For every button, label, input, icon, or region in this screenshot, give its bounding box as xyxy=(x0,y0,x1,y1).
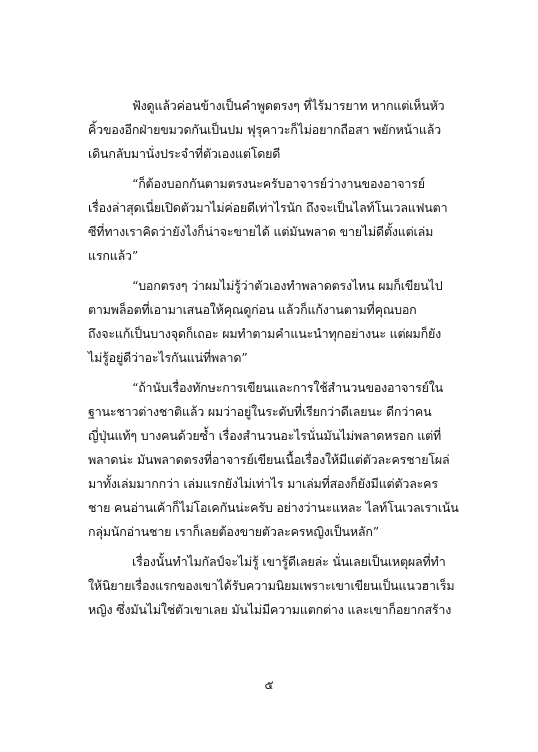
text-line: มาทั้งเล่มมากกว่า เล่มแรกยังไม่เท่าไร มาเล่มที่สองก็ยังมีแต่ตัวละคร xyxy=(88,476,438,491)
text-line: เรื่องล่าสุดเนี่ยเปิดตัวมาไม่ค่อยดีเท่าไรนัก ถึงจะเป็นไลท์โนเวลแฟนตา xyxy=(88,200,448,215)
text-line: ฐานะชาวต่างชาติแล้ว ผมว่าอยู่ในระดับที่เรียกว่าดีเลยนะ ดีกว่าคน xyxy=(88,404,432,419)
text-line: ญี่ปุ่นแท้ๆ บางคนด้วยซ้ำ เรื่องสำนวนอะไรนั่นมันไม่พลาดหรอก แต่ที่ xyxy=(88,428,442,443)
text-line: “บอกตรงๆ ว่าผมไม่รู้ว่าตัวเองทำพลาดตรงไหน ผมก็เขียนไป xyxy=(132,278,443,293)
text-line: ซีที่ทางเราคิดว่ายังไงก็น่าจะขายได้ แต่มันพลาด ขายไม่ดีตั้งแต่เล่ม xyxy=(88,224,434,239)
text-line: “ก็ต้องบอกกันตามตรงนะครับอาจารย์ว่างานของอาจารย์ xyxy=(132,176,425,191)
page-number: ๕ xyxy=(264,678,274,692)
body-text xyxy=(88,94,459,622)
text-line: ชาย คนอ่านเค้าก็ไม่โอเคกันน่ะครับ อย่างว่านะแหละ ไลท์โนเวลเราเน้น xyxy=(88,500,459,515)
text-line: ถึงจะแก้เป็นบางจุดก็เถอะ ผมทำตามคำแนะนำทุกอย่างนะ แต่ผมก็ยัง xyxy=(88,326,441,341)
text-line: ไม่รู้อยู่ดีว่าอะไรกันแน่ที่พลาด” xyxy=(88,350,248,365)
text-line: ตามพล็อตที่เอามาเสนอให้คุณดูก่อน แล้วก็แก้งานตามที่คุณบอก xyxy=(88,302,417,317)
text-line: กลุ่มนักอ่านชาย เราก็เลยต้องขายตัวละครหญิงเป็นหลัก” xyxy=(88,524,379,539)
text-line: เดินกลับมานั่งประจำที่ตัวเองแต่โดยดี xyxy=(88,146,281,161)
text-line: คิ้วของอีกฝ่ายขมวดกันเป็นปม ฟุรุคาวะก็ไม่อยากถือสา พยักหน้าแล้ว xyxy=(88,122,441,137)
text-line: พลาดน่ะ มันพลาดตรงที่อาจารย์เขียนเนื้อเรื่องให้มีแต่ตัวละครชายโผล่ xyxy=(88,452,450,467)
text-line: ฟังดูแล้วค่อนข้างเป็นคำพูดตรงๆ ที่ไร้มารยาท หากแต่เห็นหัว xyxy=(132,98,445,113)
text-line: ให้นิยายเรื่องแรกของเขาได้รับความนิยมเพราะเขาเขียนเป็นแนวฮาเร็ม xyxy=(88,578,455,593)
text-line: เรื่องนั้นทำไมกัลป์จะไม่รู้ เขารู้ดีเลยล่ะ นั่นเลยเป็นเหตุผลที่ทำ xyxy=(132,554,446,569)
text-line: หญิง ซึ่งมันไม่ใช่ตัวเขาเลย มันไม่มีความแตกต่าง และเขาก็อยากสร้าง xyxy=(88,602,452,617)
text-line: “ถ้านับเรื่องทักษะการเขียนและการใช้สำนวนของอาจารย์ใน xyxy=(132,380,443,395)
text-line: แรกแล้ว” xyxy=(88,248,139,263)
